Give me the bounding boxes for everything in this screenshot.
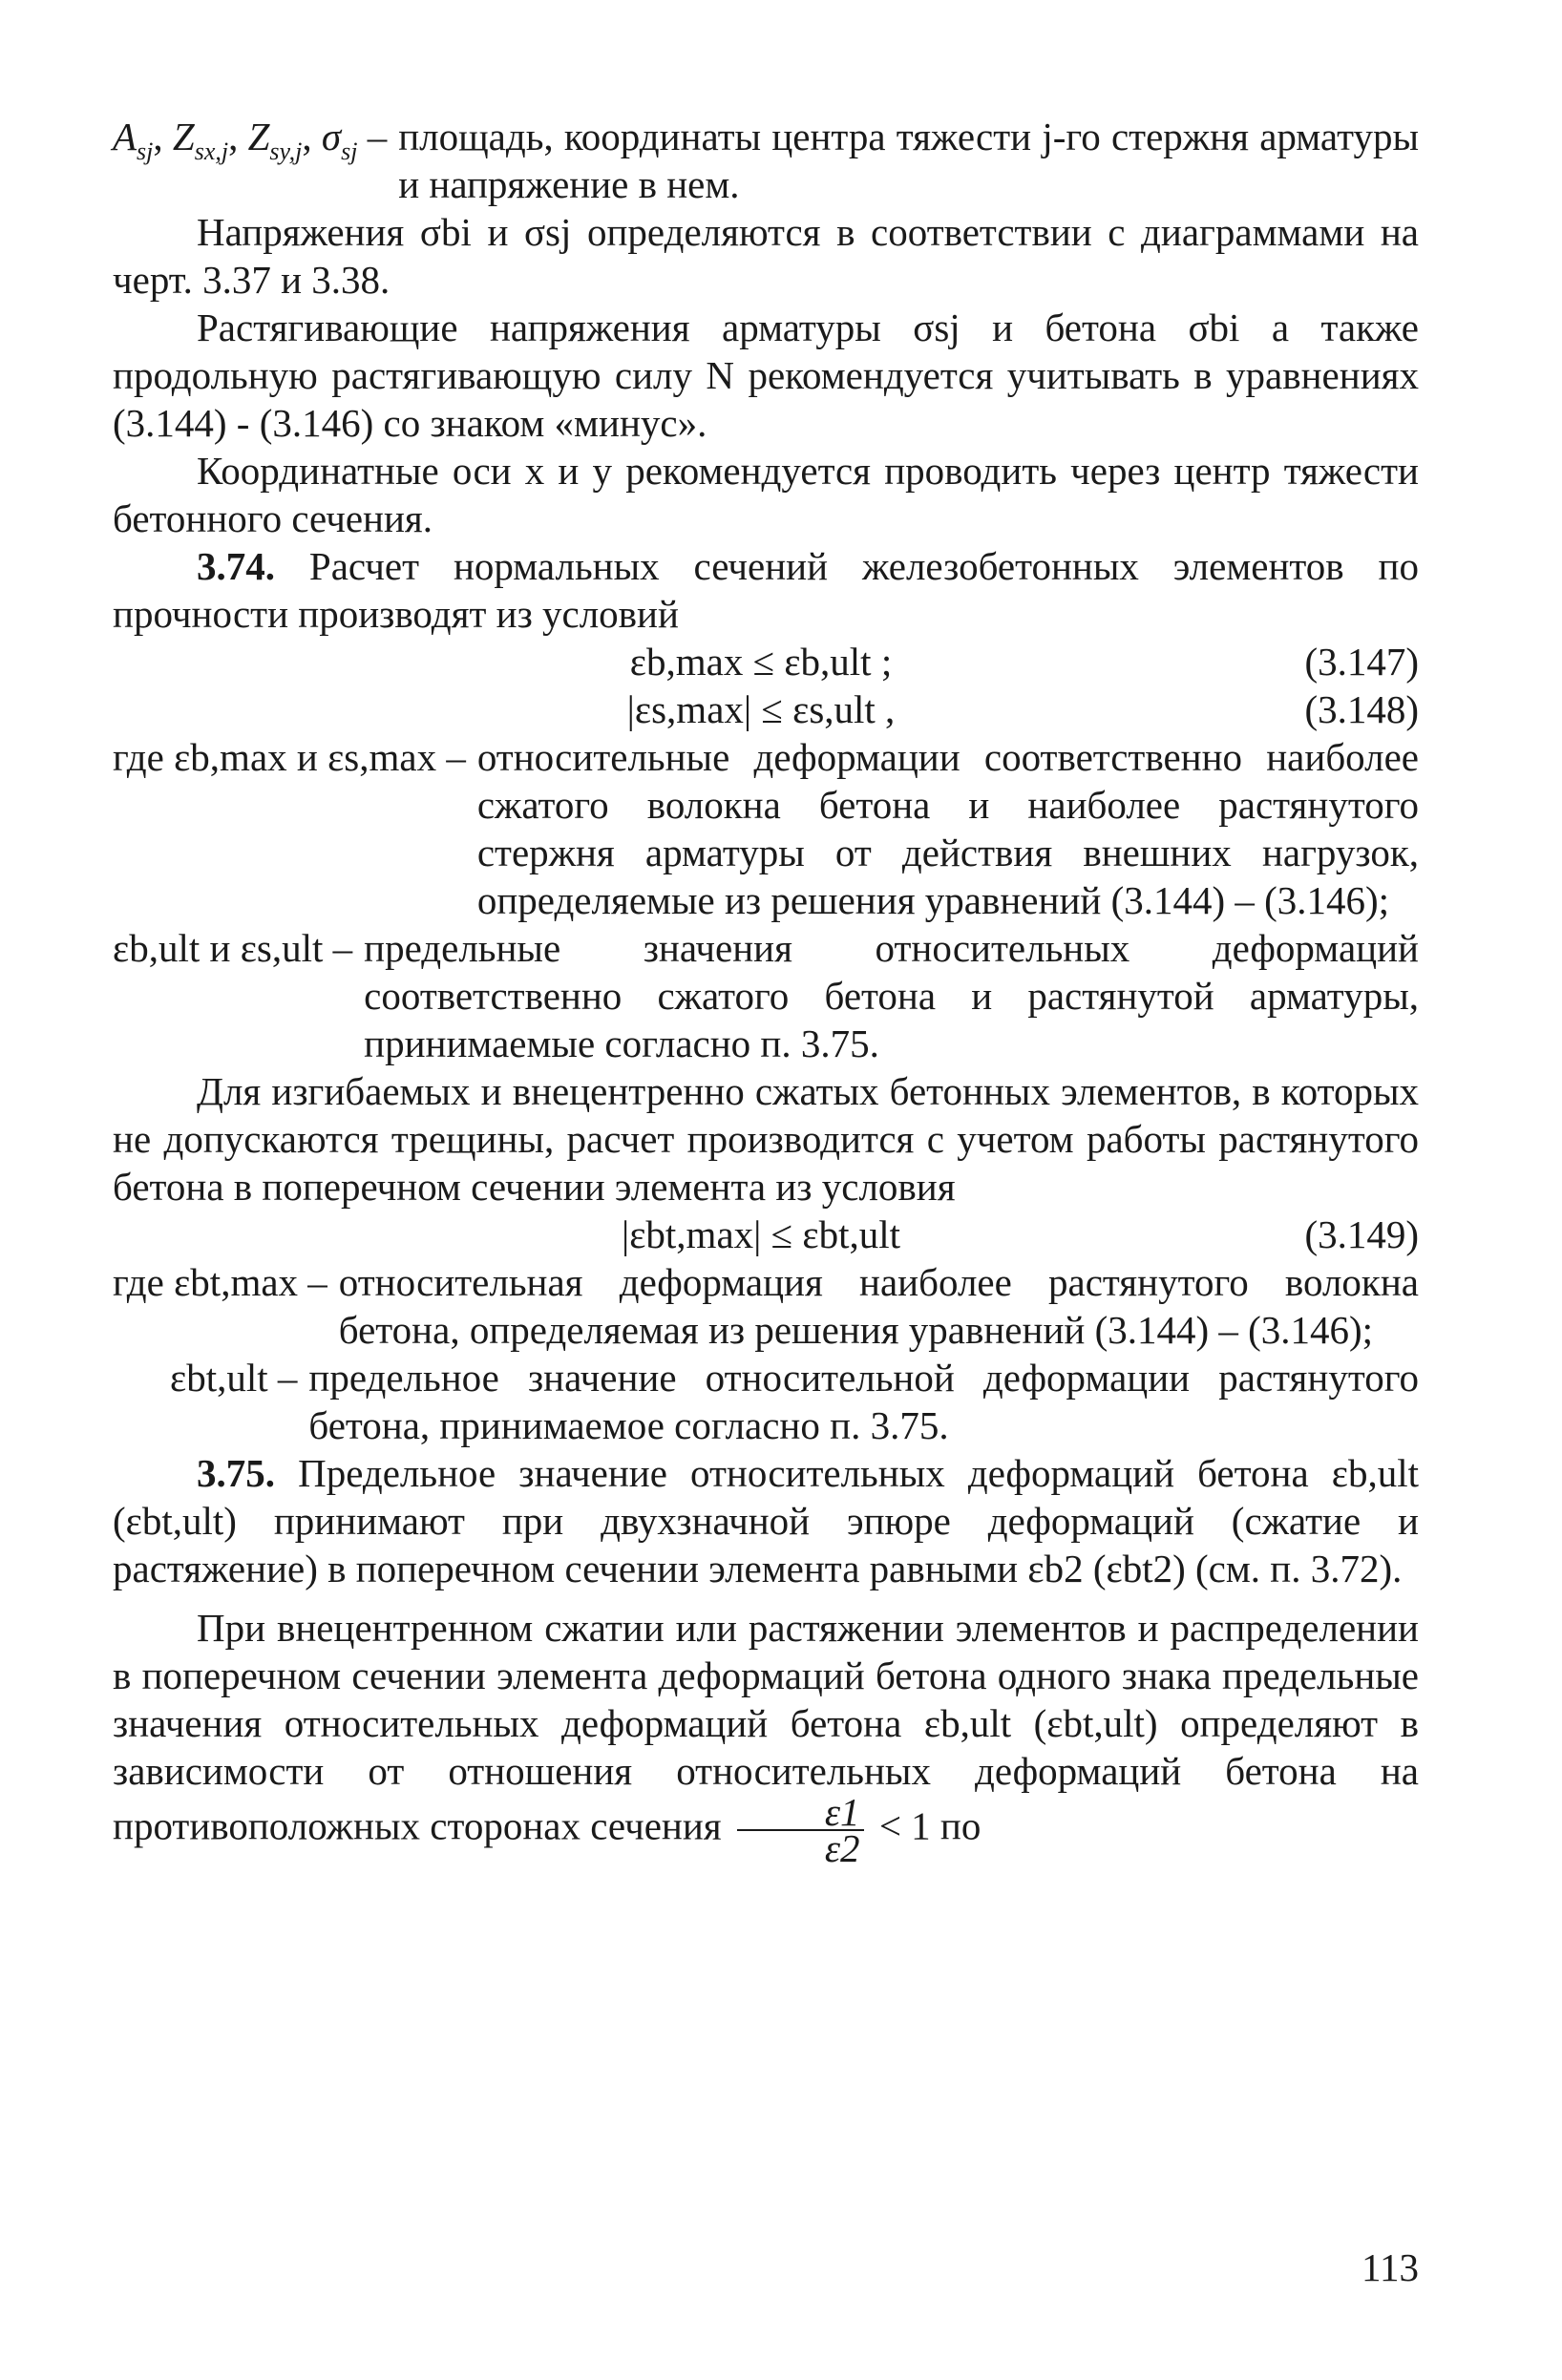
definition-ultimate-tension-strain [113,1354,1419,1449]
equation-number: (3.149) [1304,1212,1419,1256]
equation-number: (3.147) [1304,640,1419,684]
definition-term: εb,ult и εs,ult – [113,926,353,970]
section-number: 3.75. [197,1451,275,1495]
equation-formula: |εs,max| ≤ εs,ult , [626,687,896,731]
definition-text: предельные значения относительных деформаций соответственно сжатого бетона и растянутой арматуры, принимаемые согласно п. 3.75. [364,926,1419,1065]
definition-term: εbt,ult – [170,1356,298,1400]
definition-rebar [113,113,1419,208]
strain-ratio-fraction [737,1790,864,1870]
definition-tension-strain [113,1258,1419,1354]
paragraph-eccentric [113,1604,1419,1870]
section-text: Расчет нормальных сечений железобетонных элементов по прочности производят из условий [113,544,1419,636]
equation-number: (3.148) [1304,687,1419,731]
definition-term: где εb,max и εs,max – [113,735,466,779]
fraction-numerator: ε1 [737,1795,864,1831]
equation-3-149 [113,1211,1419,1258]
paragraph: Растягивающие напряжения арматуры σsj и бетона σbi а также продольную растягивающую силу N рекомендуется учитывать в уравнениях (3.144) - (3.146) со знаком «минус». [113,305,1419,445]
section-3-75 [113,1449,1419,1592]
definition-term: $A_{sj}$, $Z_{sx,j}$, $Z_{sy,j}$, $\sigma_{sj}$ – [113,115,388,165]
page-number: 113 [1361,2245,1419,2289]
definition-strains [113,733,1419,924]
equation-3-147 [113,638,1419,685]
section-3-74 [113,542,1419,638]
paragraph: Для изгибаемых и внецентренно сжатых бетонных элементов, в которых не допускаются трещины, расчет производится с учетом работы растянутого бетона в поперечном сечении элемента из условия [113,1069,1419,1209]
paragraph-tail: < 1 по [878,1803,982,1848]
definition-text: площадь, координаты центра тяжести j-го стержня арматуры и напряжение в нем. [398,115,1419,206]
document-page [113,113,1419,1870]
paragraph: Координатные оси x и y рекомендуется проводить через центр тяжести бетонного сечения. [113,449,1419,540]
fraction-denominator: ε2 [824,1826,860,1870]
definition-text: относительная деформация наиболее растянутого волокна бетона, определяемая из решения уравнений (3.144) – (3.146); [338,1260,1419,1352]
definition-term: где εbt,max – [113,1260,327,1304]
paragraph-text: При внецентренном сжатии или растяжении элементов и распределении в поперечном сечении элемента деформаций бетона одного знака предельные значения относительных деформаций бетона εb,ult (εbt,ult) определяют в зависимости от отношения относительных деформаций бетона на противоположных сторонах сечения [113,1606,1419,1848]
equation-3-148 [113,685,1419,733]
definition-text: относительные деформации соответственно наиболее сжатого волокна бетона и наиболее растянутого стержня арматуры от действия внешних нагрузок, определяемые из решения уравнений (3.144) – (3.146); [476,735,1419,922]
section-number: 3.74. [197,544,275,588]
paragraph: Напряжения σbi и σsj определяются в соответствии с диаграммами на черт. 3.37 и 3.38. [113,210,1419,302]
equation-formula: εb,max ≤ εb,ult ; [629,640,893,684]
section-text: Предельное значение относительных деформаций бетона εb,ult (εbt,ult) принимают при двухзначной эпюре деформаций (сжатие и растяжение) в поперечном сечении элемента равными εb2 (εbt2) (см. п. 3.72). [113,1451,1419,1590]
definition-ultimate-strains [113,924,1419,1067]
equation-formula: |εbt,max| ≤ εbt,ult [621,1212,900,1256]
definition-text: предельное значение относительной деформации растянутого бетона, принимаемое согласно п. 3.75. [308,1356,1419,1447]
